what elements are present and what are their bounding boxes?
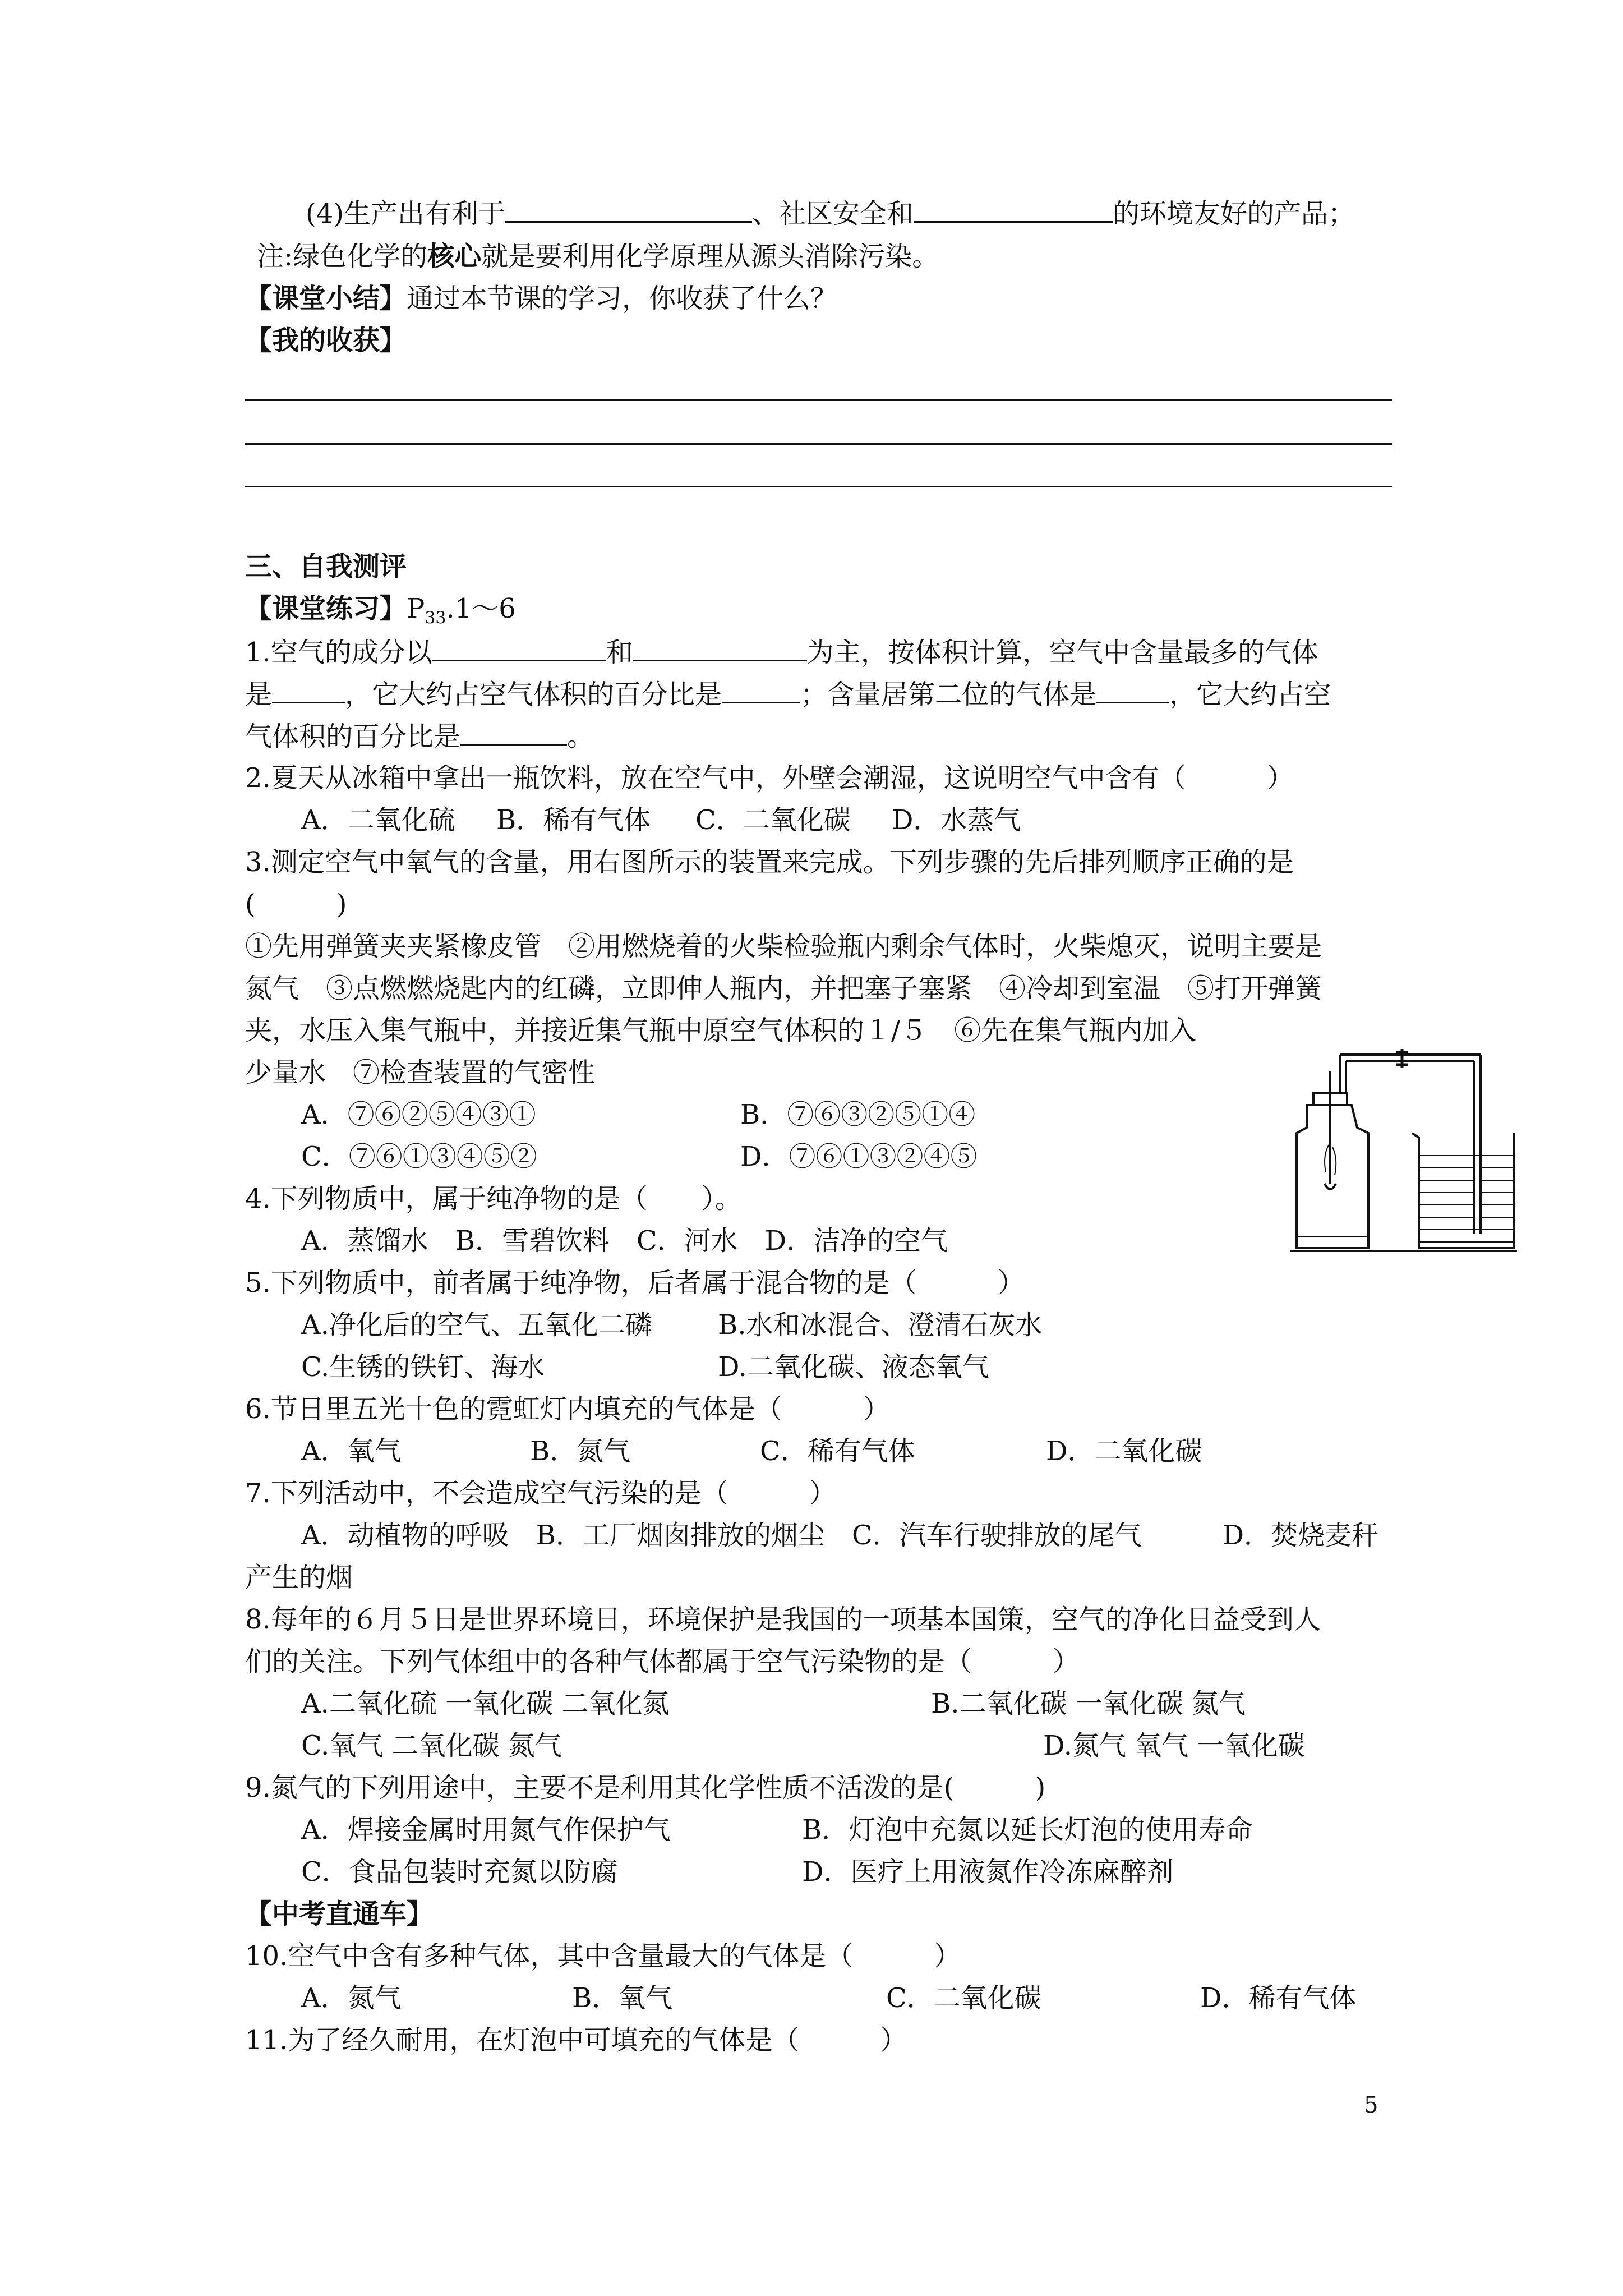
- q9-option-d[interactable]: D．医疗上用液氮作冷冻麻醉剂: [802, 1856, 1174, 1888]
- exam-label: 【中考直通车】: [245, 1898, 434, 1930]
- blank[interactable]: [722, 677, 800, 703]
- answer-line-2[interactable]: [245, 443, 1392, 445]
- blank[interactable]: [272, 677, 345, 703]
- q6-option-d[interactable]: D．二氧化碳: [1046, 1435, 1202, 1467]
- q2-option-b[interactable]: B．稀有气体: [496, 804, 651, 836]
- q6-option-b[interactable]: B．氮气: [530, 1435, 631, 1467]
- q3-option-d[interactable]: D．⑦⑥①③②④⑤: [740, 1141, 978, 1172]
- q6-option-c[interactable]: C．稀有气体: [760, 1435, 915, 1467]
- q10-option-a[interactable]: A．氮气: [301, 1982, 402, 2014]
- answer-line-1[interactable]: [245, 399, 1392, 401]
- q5-option-c[interactable]: C.生锈的铁钉、海水: [301, 1351, 545, 1383]
- blank[interactable]: [914, 196, 1113, 223]
- q1-f: ；含量居第二位的气体是: [800, 679, 1097, 710]
- q8-stem-1: 8.每年的６月５日是世界环境日，环境保护是我国的一项基本国策，空气的净化日益受到人: [245, 1604, 1321, 1635]
- q7-options[interactable]: A．动植物的呼吸 B．工厂烟囱排放的烟尘 C．汽车行驶排放的尾气 D．焚烧麦秆: [301, 1520, 1379, 1551]
- q1-d: 是: [245, 679, 273, 710]
- q1-line2: [245, 677, 1331, 711]
- q10-stem: 10.空气中含有多种气体，其中含量最大的气体是（ ）: [245, 1940, 961, 1972]
- q2-stem: 2.夏天从冰箱中拿出一瓶饮料，放在空气中，外壁会潮湿，这说明空气中含有（ ）: [245, 762, 1294, 794]
- practice-label: 【课堂练习】: [245, 593, 407, 624]
- q1-e: ，它大约占空气体积的百分比是: [345, 679, 722, 710]
- q7-options-cont: 产生的烟: [245, 1562, 353, 1593]
- q1-a: 1.空气的成分以: [245, 637, 432, 668]
- q5-option-d[interactable]: D.二氧化碳、液态氧气: [718, 1351, 990, 1383]
- q6-stem: 6.节日里五光十色的霓虹灯内填充的气体是（ ）: [245, 1393, 890, 1425]
- gain-label: 【我的收获】: [245, 325, 407, 356]
- q5-stem: 5.下列物质中，前者属于纯净物，后者属于混合物的是（ ）: [245, 1267, 1025, 1299]
- blank[interactable]: [432, 635, 606, 661]
- q3-steps-4: 少量水 ⑦检查装置的气密性: [245, 1057, 596, 1088]
- q8-option-a[interactable]: A.二氧化硫 一氧化碳 二氧化氮: [301, 1688, 670, 1719]
- q3-option-b[interactable]: B．⑦⑥③②⑤①④: [740, 1099, 976, 1130]
- q8-option-c[interactable]: C.氧气 二氧化碳 氮气: [301, 1730, 562, 1761]
- q2-option-a[interactable]: A．二氧化硫: [301, 804, 455, 836]
- q8-option-b[interactable]: B.二氧化碳 一氧化碳 氮气: [931, 1688, 1246, 1719]
- q3-option-a[interactable]: A．⑦⑥②⑤④③①: [301, 1099, 536, 1130]
- practice-line: [245, 592, 516, 636]
- q6-option-a[interactable]: A．氧气: [301, 1435, 402, 1467]
- item-4: [306, 196, 1355, 231]
- note: [257, 240, 939, 273]
- q2-option-d[interactable]: D．水蒸气: [892, 804, 1021, 836]
- item4-text-b: 、社区安全和: [752, 198, 914, 229]
- note-text-a: 注:绿色化学的: [257, 241, 428, 272]
- q8-option-d[interactable]: D.氮气 氧气 一氧化碳: [1043, 1730, 1305, 1761]
- blank[interactable]: [633, 635, 807, 661]
- q1-line3: [245, 719, 594, 753]
- q1-g: ，它大约占空: [1169, 679, 1331, 710]
- q10-option-d[interactable]: D．稀有气体: [1200, 1982, 1357, 2014]
- practice-range: .1～6: [446, 593, 516, 624]
- q5-option-b[interactable]: B.水和冰混合、澄清石灰水: [718, 1309, 1043, 1341]
- practice-sub: 33: [425, 608, 446, 628]
- q3-steps-1: ①先用弹簧夹夹紧橡皮管 ②用燃烧着的火柴检验瓶内剩余气体时，火柴熄灭，说明主要是: [245, 931, 1322, 962]
- apparatus-figure: [1290, 1049, 1520, 1257]
- q9-option-c[interactable]: C．食品包装时充氮以防腐: [301, 1856, 618, 1888]
- q1-c: 为主，按体积计算，空气中含量最多的气体: [806, 637, 1318, 668]
- page-number: 5: [1364, 2092, 1378, 2118]
- answer-line-3[interactable]: [245, 486, 1392, 487]
- q1-i: 。: [567, 721, 594, 752]
- q9-option-a[interactable]: A．焊接金属时用氮气作保护气: [301, 1814, 671, 1846]
- practice-p: P: [407, 593, 425, 624]
- blank[interactable]: [1096, 677, 1169, 703]
- section-title: 三、自我测评: [245, 551, 407, 582]
- item4-text-a: (4)生产出有利于: [306, 198, 505, 229]
- q9-option-b[interactable]: B．灯泡中充氮以延长灯泡的使用寿命: [802, 1814, 1253, 1846]
- note-keyword: 核心: [427, 241, 482, 272]
- item4-text-c: 的环境友好的产品；: [1113, 198, 1355, 229]
- q1-b: 和: [606, 637, 633, 668]
- q3-stem-2: ( ): [245, 889, 347, 920]
- q1-h: 气体积的百分比是: [245, 721, 461, 752]
- q4-stem: 4.下列物质中，属于纯净物的是（ ）。: [245, 1183, 742, 1214]
- q8-stem-2: 们的关注。下列气体组中的各种气体都属于空气污染物的是（ ）: [245, 1646, 1080, 1677]
- q9-stem: 9.氮气的下列用途中，主要不是利用其化学性质不活泼的是( ): [245, 1772, 1046, 1803]
- summary-line: [245, 282, 837, 315]
- q11-stem: 11.为了经久耐用，在灯泡中可填充的气体是（ ）: [245, 2024, 907, 2056]
- q1-line1: [245, 635, 1318, 669]
- q3-option-c[interactable]: C．⑦⑥①③④⑤②: [301, 1141, 537, 1172]
- q7-stem: 7.下列活动中，不会造成空气污染的是（ ）: [245, 1478, 836, 1509]
- blank[interactable]: [460, 719, 567, 746]
- q2-option-c[interactable]: C．二氧化碳: [695, 804, 851, 836]
- summary-text: 通过本节课的学习，你收获了什么？: [407, 283, 838, 314]
- q5-option-a[interactable]: A.净化后的空气、五氧化二磷: [301, 1309, 652, 1341]
- q3-stem-1: 3.测定空气中氧气的含量，用右图所示的装置来完成。下列步骤的先后排列顺序正确的是: [245, 846, 1294, 878]
- q3-steps-3: 夹，水压入集气瓶中，并接近集气瓶中原空气体积的１/５ ⑥先在集气瓶内加入: [245, 1015, 1197, 1046]
- q4-options[interactable]: A．蒸馏水 B．雪碧饮料 C．河水 D．洁净的空气: [301, 1225, 948, 1257]
- summary-label: 【课堂小结】: [245, 283, 407, 314]
- blank[interactable]: [505, 196, 752, 223]
- note-text-c: 就是要利用化学原理从源头消除污染。: [481, 241, 939, 272]
- q3-steps-2: 氮气 ③点燃燃烧匙内的红磷，立即伸人瓶内，并把塞子塞紧 ④冷却到室温 ⑤打开弹簧: [245, 973, 1322, 1004]
- q10-option-c[interactable]: C．二氧化碳: [886, 1982, 1041, 2014]
- q10-option-b[interactable]: B．氧气: [572, 1982, 673, 2014]
